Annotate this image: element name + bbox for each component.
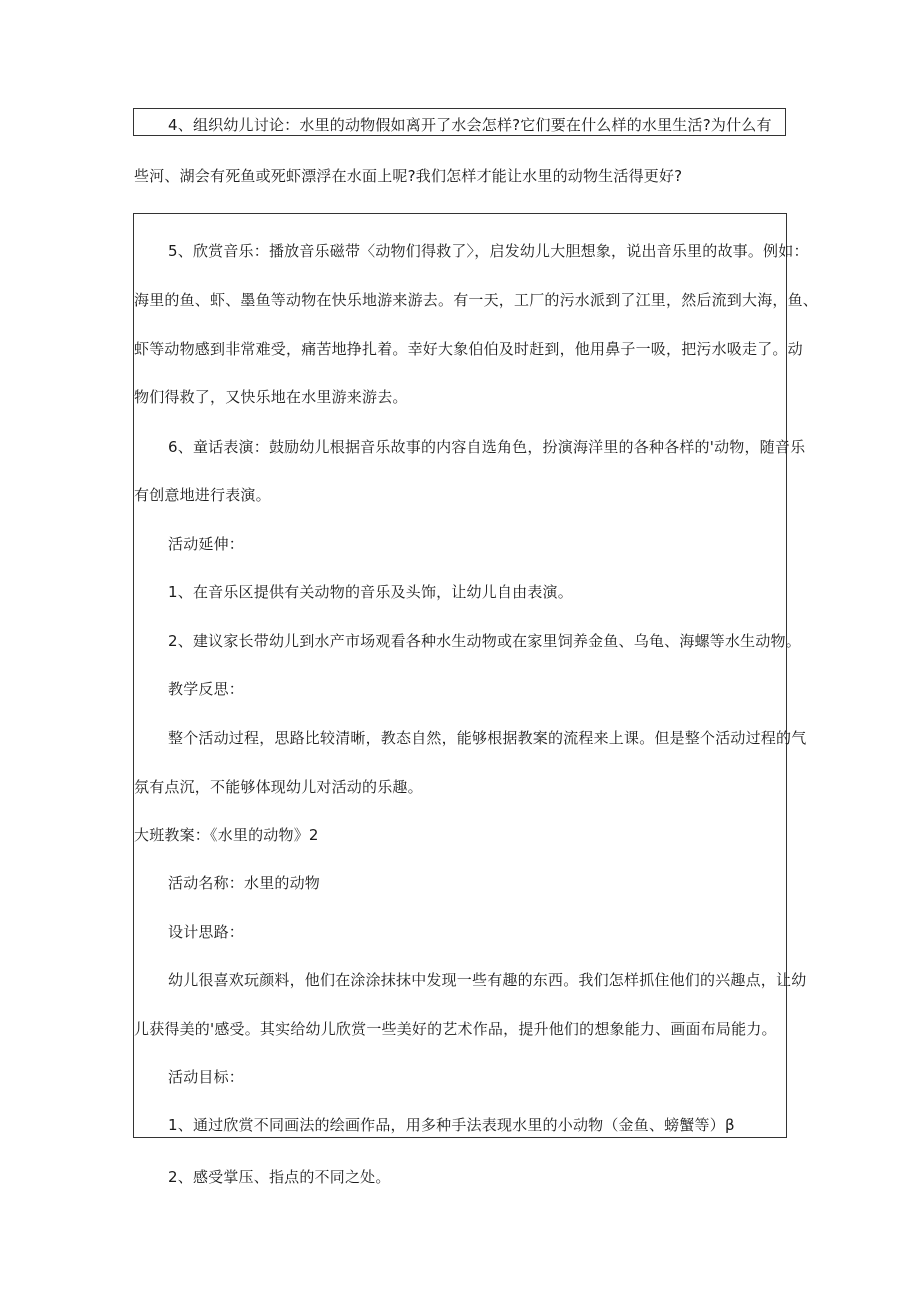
paragraph-line: 海里的鱼、虾、墨鱼等动物在快乐地游来游去。有一天，工厂的污水派到了江里，然后流到大海，鱼、 [134,291,819,309]
paragraph-line: 整个活动过程，思路比较清晰，教态自然，能够根据教案的流程来上课。但是整个活动过程的气 [168,729,807,747]
paragraph-line: 4、组织幼儿讨论：水里的动物假如离开了水会怎样?它们要在什么样的水里生活?为什么有 [168,116,772,134]
paragraph-line: 6、童话表演：鼓励幼儿根据音乐故事的内容自选角色，扮演海洋里的各种各样的'动物，随音乐 [168,438,806,456]
paragraph-line: 儿获得美的'感受。其实给幼儿欣赏一些美好的艺术作品，提升他们的想象能力、画面布局能力。 [134,1020,777,1038]
paragraph-line: 5、欣赏音乐：播放音乐磁带〈动物们得救了〉，启发幼儿大胆想象，说出音乐里的故事。例如： [168,242,809,260]
paragraph-line: 有创意地进行表演。 [134,486,271,504]
paragraph-line: 虾等动物感到非常难受，痛苦地挣扎着。幸好大象伯伯及时赶到，他用鼻子一吸，把污水吸走了。动 [134,340,803,358]
paragraph-line: 活动名称：水里的动物 [168,874,321,892]
section-heading: 设计思路： [168,923,245,941]
paragraph-line: 1、在音乐区提供有关动物的音乐及头饰，让幼儿自由表演。 [168,583,573,601]
section-heading: 活动延伸： [168,535,245,553]
paragraph-line: 氛有点沉，不能够体现幼儿对活动的乐趣。 [134,778,423,796]
section-heading: 教学反思： [168,680,245,698]
paragraph-line: 幼儿很喜欢玩颜料，他们在涂涂抹抹中发现一些有趣的东西。我们怎样抓住他们的兴趣点，让幼 [168,971,807,989]
paragraph-line: 些河、湖会有死鱼或死虾漂浮在水面上呢?我们怎样才能让水里的动物生活得更好? [134,167,683,185]
section-heading: 活动目标： [168,1068,245,1086]
paragraph-line: 物们得救了，又快乐地在水里游来游去。 [134,388,408,406]
paragraph-line: 1、通过欣赏不同画法的绘画作品，用多种手法表现水里的小动物（金鱼、螃蟹等）β [168,1116,735,1134]
paragraph-line: 2、建议家长带幼儿到水产市场观看各种水生动物或在家里饲养金鱼、乌龟、海螺等水生动物。 [168,632,801,650]
document-title: 大班教案：《水里的动物》2 [134,826,319,844]
paragraph-line: 2、感受掌压、指点的不同之处。 [168,1168,391,1186]
